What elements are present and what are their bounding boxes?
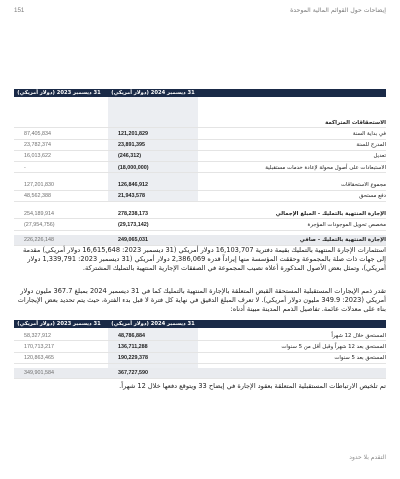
row-label: تعديل [373,153,386,160]
value-2023: 127,201,830 [24,181,54,188]
footer-tagline: التقدم بلا حدود [349,454,386,461]
value-2023: 87,405,834 [24,130,51,137]
table-row [14,353,386,364]
table-row [14,151,386,162]
page-number: 151 [14,7,25,14]
row-label: الإجارة المنتهية بالتمليك - صافي [299,237,386,244]
table-total-row [14,368,386,379]
table-row [14,341,386,352]
table-row [14,162,386,173]
value-2024: (246,312) [118,153,142,160]
table-row [14,117,386,128]
value-2023: 23,782,374 [24,142,51,149]
table-row [14,330,386,341]
paragraph-future-receivables: تقدر ذمم الإيجارات المستقبلية المستحقة القبض المتعلقة بالإجارة المنتهية بالتمليك كما في 31 ديسمبر 2024 بمبلغ 367.7 مليون دولار أمريكي (2023: 349.9 مليون دولار أمريكي). لا تعرف المبلغ الدقيق في نهاية كل فترة لا قبل بدء الفترة، حيث يتم تحديد بعض الإيجارات بناء على معدلات عائمة. تفاصيل الذمم المدينة مبينة أدناه: [17,287,386,314]
value-2023: 170,713,217 [24,343,54,350]
table-header [14,320,386,328]
column-header-2023: 31 ديسمبر 2023 (دولار أمريكي) [17,90,101,96]
value-2023: 16,013,622 [24,153,51,160]
value-2024: (29,173,142) [118,221,149,228]
value-2023: 120,863,465 [24,355,54,362]
row-label: مخصص تحويل الموجودات المؤجرة [307,221,386,228]
value-2024: (18,000,000) [118,164,149,171]
column-header-2024: 31 ديسمبر 2024 (دولار أمريكي) [111,321,195,327]
table-row [14,208,386,219]
value-2024: 23,891,395 [118,142,145,149]
receivables-table [14,320,386,379]
value-2023: 349,901,584 [24,370,54,377]
page-header [14,7,386,19]
value-2024: 21,943,578 [118,193,145,200]
table-total-row [14,235,386,246]
table-row [14,179,386,190]
value-2023: (27,954,756) [24,221,55,228]
value-2023: 226,226,148 [24,237,54,244]
table-row [14,191,386,202]
table-header [14,89,386,97]
row-label: المستحق خلال 12 شهراً [331,332,386,339]
value-2023: 254,189,914 [24,210,54,217]
row-label: دفع مستحق [359,193,386,200]
value-2023: - [24,164,26,171]
column-header-2023: 31 ديسمبر 2023 (دولار أمريكي) [17,321,101,327]
value-2024: 121,201,829 [118,130,148,137]
row-label: في بداية السنة [352,130,386,137]
column-header-2024: 31 ديسمبر 2024 (دولار أمريكي) [111,90,195,96]
leases-table [14,89,386,246]
row-label: المدرج للسنة [356,142,386,149]
row-label: الإجارة المنتهية بالتمليك - المبلغ الإجمالي [275,210,386,217]
value-2023: 48,562,388 [24,193,51,200]
value-2024: 190,229,378 [118,355,148,362]
table-row [14,219,386,230]
value-2024: 249,065,031 [118,237,148,244]
row-label: مجموع الاستحقاقات [340,181,386,188]
paragraph-commitments-note: تم تلخيص الارتباطات المستقبلية المتعلقة بعقود الإجارة في إيضاح 33 ويتوقع دفعها خلال 12 شهراً. [119,382,386,390]
value-2024: 136,711,288 [118,343,148,350]
row-label: الاستحقاقات المتراكمة [325,119,386,126]
row-label: المستحق بعد 5 سنوات [334,355,386,362]
table-row [14,128,386,139]
value-2024: 48,786,884 [118,332,145,339]
header-title: إيضاحات حول القوائم المالية الموحدة [290,7,386,14]
paragraph-related-parties: استثمارات الإجارة المنتهية بالتمليك بقيمة دفترية 16,103,707 دولار أمريكي (31 ديسمبر 2023: 16,615,648 دولار أمريكي) مقدمة إلى جهات ذات صلة بالمجموعة وحققت المؤسسة منها إيراداً قدره 2,386,069 دولار أمريكي (31 ديسمبر 2023: 1,339,791 دولار أمريكي)، وتمثل بعض الأصول المذكورة أعلاه نصيب المجموعة في الصفقات الإجارية المنتهية بالتمليك المشتركة. [23,246,386,273]
value-2024: 278,238,173 [118,210,148,217]
value-2023: 58,327,912 [24,332,51,339]
value-2024: 126,846,912 [118,181,148,188]
value-2024: 367,727,590 [118,370,148,377]
row-label: الاستبعادات على أصول محولة لإعادة خدمات مستقبلية [265,164,386,171]
row-label: المستحق بعد 12 شهراً وقبل أقل من 5 سنوات [281,343,386,350]
table-row [14,140,386,151]
